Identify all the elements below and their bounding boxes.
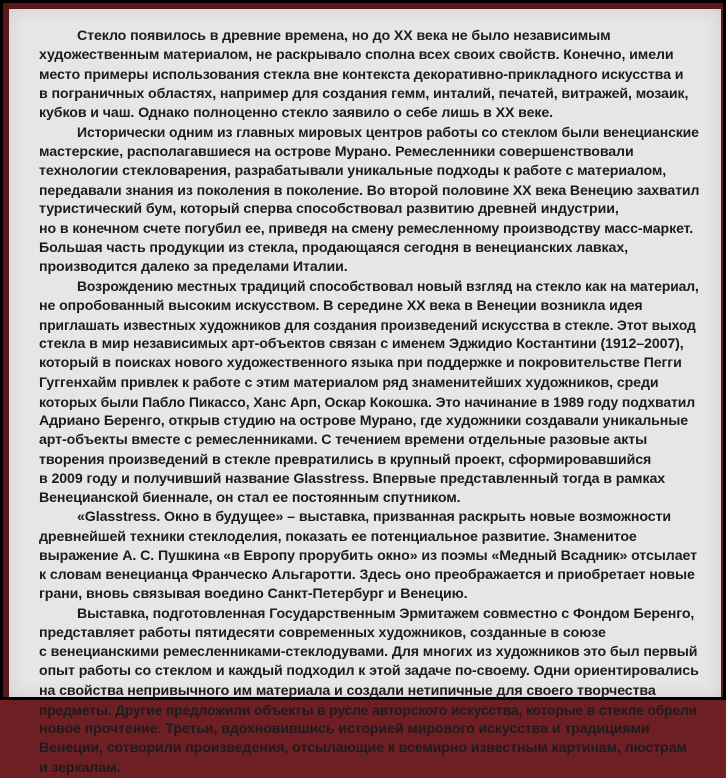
text-line: Гуггенхайм привлек к работе с этим материалом ряд знаменитейших художников, среди [39, 374, 659, 391]
text-line: мастерские, располагавшиеся на острове Мурано. Ремесленники совершенствовали [39, 143, 634, 160]
text-line: производится далеко за пределами Италии. [39, 259, 348, 275]
text-line: туристический бум, который сперва способствовал развитию древней индустрии, [39, 201, 619, 218]
text-line: но в конечном счете погубил ее, приведя на смену ремесленному производству масс-маркет. [39, 220, 694, 237]
text-line: которых были Пабло Пикассо, Ханс Арп, Оскар Кокошка. Это начинание в 1989 году подхватил [39, 393, 696, 410]
text-line: на свойства непривычного им материала и создали нетипичные для своего творчества [39, 682, 656, 699]
text-line: и зеркалам. [39, 759, 121, 776]
text-line: Адриано Беренго, открыв студию на острове Мурано, где художники создавали уникальные [39, 413, 689, 429]
text-line: творения произведений в стекле превратились в крупный проект, сформировавшийся [39, 451, 652, 468]
text-line: в пограничных областях, например для создания гемм, инталий, печатей, витражей, мозаик, [39, 85, 689, 102]
text-line: опыт работы со стеклом и каждый подходил к этой задаче по-своему. Одни ориентировались [39, 663, 699, 680]
text-line: «Glasstress. Окно в будущее» – выставка, призванная раскрыть новые возможности [77, 509, 671, 526]
text-line: Выставка, подготовленная Государственным Эрмитажем совместно с Фондом Беренго, [77, 605, 695, 622]
text-line: Исторически одним из главных мировых центров работы со стеклом были венецианские [77, 124, 699, 141]
text-line: Венецианской биеннале, он стал ее постоянным спутником. [39, 490, 461, 506]
text-line: Стекло появилось в древние времена, но до XX века не было независимым [77, 28, 611, 44]
text-line: выражение А. С. Пушкина «в Европу прорубить окно» из поэмы «Медный Всадник» отсылает [39, 547, 697, 564]
text-line: технологии стекловарения, разрабатывали уникальные подходы к работе с материалом, [39, 162, 667, 179]
text-line: с венецианскими ремесленниками-стеклодувами. Для многих из художников это был первый [39, 644, 698, 660]
text-line: приглашать известных художников для создания произведений искусства в стекле. Этот выход [39, 317, 696, 333]
text-line: передавали знания из поколения в поколение. Во второй половине XX века Венецию захватил [39, 182, 700, 198]
text-line: Возрождению местных традиций способствовал новый взгляд на стекло как на материал, [77, 278, 699, 295]
text-line: место примеры использования стекла вне контекста декоративно-прикладного искусства и [39, 66, 684, 83]
text-panel [9, 9, 721, 776]
text-line: который в поисках нового художественного языка при поддержке и покровительстве Пегги [39, 355, 682, 372]
text-line: стекла в мир независимых арт-объектов связан с именем Эджидио Костантини (1912–2007), [39, 336, 684, 352]
text-line: к словам венецианца Франческо Альгаротти. Здесь оно преображается и приобретает новые [39, 567, 695, 583]
text-line: в 2009 году и получивший название Glasstress. Впервые представленный тогда в рамках [39, 470, 666, 487]
text-line: новое прочтение. Третьи, вдохновившись историей мирового искусства и традициями [39, 721, 650, 737]
text-line: грани, вновь связывая воедино Санкт-Петербург и Венецию. [39, 586, 468, 603]
text-line: арт-объекты вместе с ремесленниками. С течением времени отдельные разовые акты [39, 432, 648, 449]
text-line: не опробованный высоким искусством. В середине XX века в Венеции возникла идея [39, 297, 643, 314]
text-line: представляет работы пятидесяти современных художников, созданные в союзе [39, 624, 606, 641]
wall-text [39, 27, 699, 778]
text-line: художественным материалом, не раскрывало сполна всех своих свойств. Конечно, имели [39, 47, 674, 64]
text-line: древнейшей техники стеклоделия, показать ее потенциальное развитие. Знаменитое [39, 528, 637, 545]
text-line: Венеции, сотворили произведения, отсылающие к всемирно известным картинам, люстрам [39, 740, 687, 757]
text-line: предметы. Другие предложили объекты в русле авторского искусства, которые в стекле обрели [39, 702, 698, 718]
text-line: Большая часть продукции из стекла, продающаяся сегодня в венецианских лавках, [39, 239, 628, 256]
text-line: кубков и чаш. Однако полноценно стекло заявило о себе лишь в XX веке. [39, 105, 554, 121]
